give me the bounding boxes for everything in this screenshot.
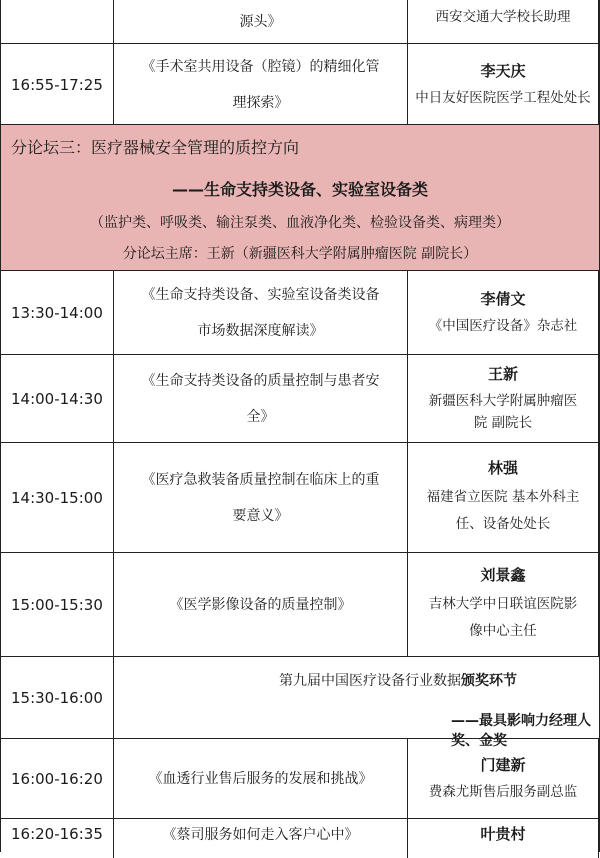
speaker-name: 王新 [487, 365, 518, 383]
time-text: 15:30-16:00 [11, 688, 103, 707]
speaker-cell [408, 271, 599, 354]
speaker-cell [408, 443, 599, 552]
time-cell [1, 271, 114, 354]
time-cell [1, 355, 114, 442]
topic-cell [114, 271, 408, 354]
topic-line: 全》 [246, 408, 275, 425]
speaker-cell [408, 739, 599, 818]
topic-cell [114, 44, 408, 125]
award-cell [114, 657, 599, 749]
topic-line: 要意义》 [232, 507, 289, 524]
topic-cell [114, 355, 408, 442]
topic-line: 《手术室共用设备（腔镜）的精细化管 [141, 58, 380, 75]
topic-line: 《生命支持类设备、实验室设备类设备 [141, 286, 380, 303]
topic-line: 理探索》 [232, 94, 289, 111]
speaker-name: 刘景鑫 [480, 566, 526, 584]
time-cell [1, 739, 114, 818]
table-row [0, 818, 600, 858]
table-row [0, 43, 600, 125]
topic-line: 《医学影像设备的质量控制》 [169, 596, 352, 613]
time-cell [1, 819, 114, 858]
time-text: 16:55-17:25 [11, 75, 103, 94]
session-header [1, 124, 599, 271]
session-categories: （监护类、呼吸类、输注泵类、血液净化类、检验设备类、病理类） [90, 215, 510, 231]
speaker-org: 西安交通大学校长助理 [435, 9, 571, 25]
time-text: 14:30-15:00 [11, 488, 103, 507]
table-row [0, 354, 600, 442]
session-title: 分论坛三：医疗器械安全管理的质控方向 [11, 138, 300, 157]
topic-cell [114, 443, 408, 552]
speaker-name: 李倩文 [480, 290, 526, 308]
speaker-name: 门建新 [480, 756, 526, 774]
speaker-name: 李天庆 [480, 62, 526, 80]
topic-line: 源头》 [239, 13, 282, 30]
topic-cell [114, 739, 408, 818]
speaker-org: 《中国医疗设备》杂志社 [428, 318, 578, 334]
time-text: 16:20-16:35 [11, 825, 103, 843]
topic-cell [114, 553, 408, 656]
topic-line: 市场数据深度解读》 [197, 322, 324, 339]
time-text: 14:00-14:30 [11, 389, 103, 408]
speaker-cell [408, 819, 599, 858]
speaker-cell [408, 355, 599, 442]
session-subtitle: ——生命支持类设备、实验室设备类 [171, 180, 428, 199]
time-cell [1, 553, 114, 656]
topic-cell [114, 0, 408, 43]
speaker-org: 福建省立医院 基本外科主任、设备处处长 [426, 489, 580, 532]
topic-line: 《生命支持类设备的质量控制与患者安 [141, 372, 380, 389]
time-text: 15:00-15:30 [11, 595, 103, 614]
speaker-name: 叶贵村 [480, 825, 526, 843]
table-row [0, 270, 600, 354]
time-cell [1, 657, 114, 738]
topic-cell [114, 819, 408, 858]
time-cell [1, 0, 114, 43]
award-line: 第九届中国医疗设备行业数据颁奖环节 [279, 673, 517, 689]
speaker-org: 中日友好医院医学工程处处长 [415, 90, 591, 106]
table-border-left [0, 0, 1, 852]
time-text: 13:30-14:00 [11, 303, 103, 322]
topic-line: 《蔡司服务如何走入客户心中》 [162, 827, 359, 843]
speaker-org: 费森尤斯售后服务副总监 [428, 784, 578, 800]
table-row-award [0, 656, 600, 749]
table-row [0, 442, 600, 552]
time-cell [1, 443, 114, 552]
topic-line: 《医疗急救装备质量控制在临床上的重 [141, 471, 380, 488]
time-text: 16:00-16:20 [11, 769, 103, 788]
speaker-org: 新疆医科大学附属肿瘤医院 副院长 [428, 393, 578, 431]
table-row [0, 0, 600, 43]
table-row [0, 738, 600, 818]
speaker-cell [408, 0, 599, 43]
speaker-org: 吉林大学中日联谊医院影像中心主任 [428, 596, 578, 639]
topic-line: 《血透行业售后服务的发展和挑战》 [148, 770, 373, 787]
session-chair: 分论坛主席：王新（新疆医科大学附属肿瘤医院 副院长） [122, 246, 478, 262]
table-row [0, 552, 600, 656]
speaker-cell [408, 553, 599, 656]
speaker-name: 林强 [487, 459, 518, 477]
time-cell [1, 44, 114, 125]
speaker-cell [408, 44, 599, 125]
award-subline: ——最具影响力经理人奖、金奖 [451, 713, 591, 749]
